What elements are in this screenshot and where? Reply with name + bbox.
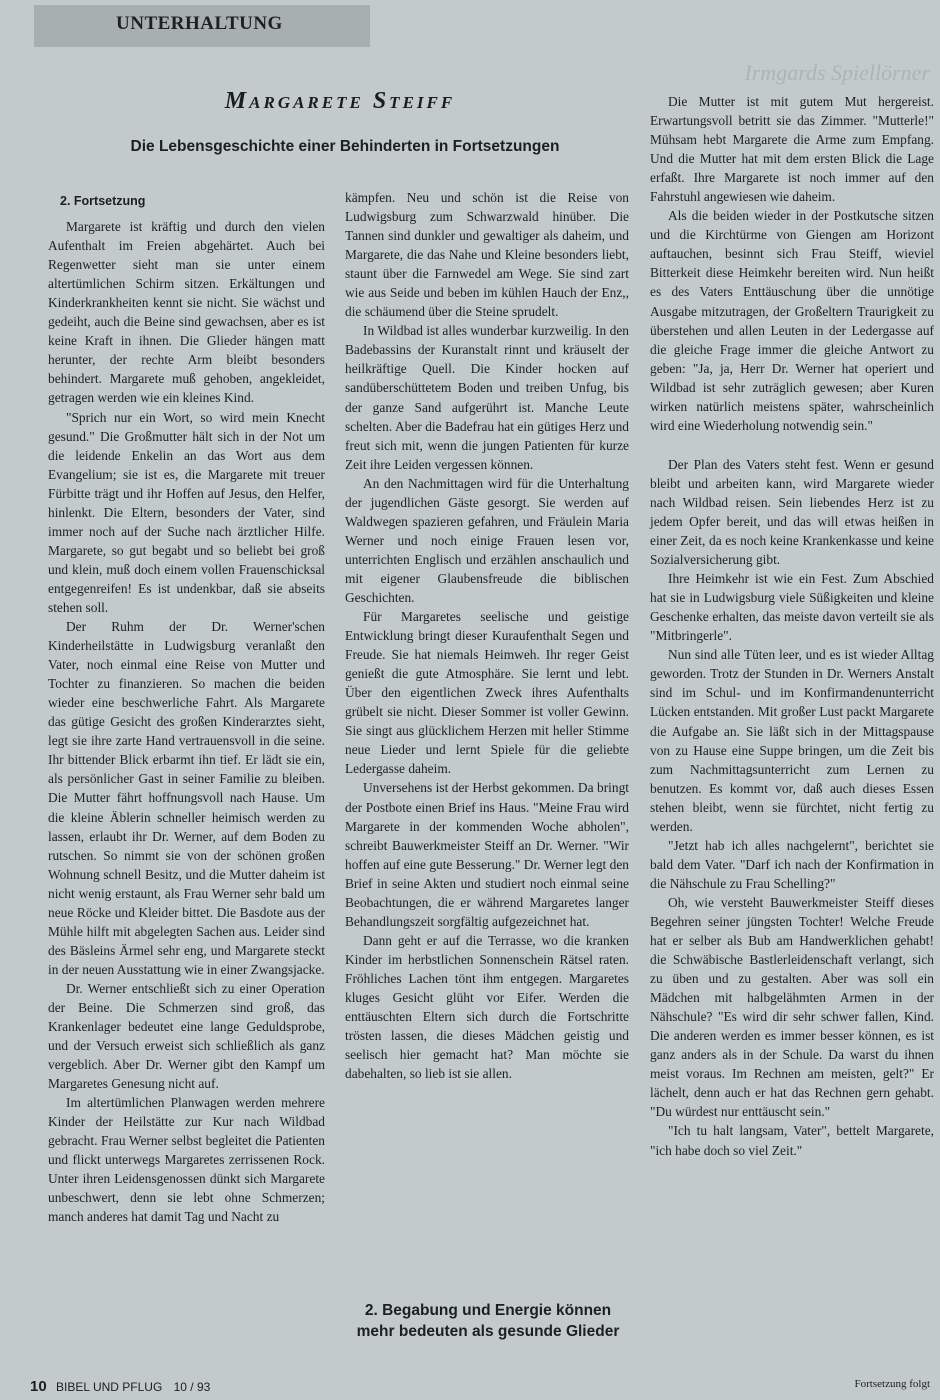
text-column-2	[345, 188, 629, 1083]
paragraph: Als die beiden wieder in der Postkutsche sitzen und die Kirchtürme von Giengen am Horizont auftauchen, besinnt sich Frau Steiff, wieviel Bitterkeit diese Heimkehr bereiten wird. Nun heißt es des Vaters Enttäuschung über die unnötige Ausgabe mitzutragen, der Großeltern Traurigkeit zu überstehen und allen Leuten in der Ledergasse auf die gleiche Frage immer die gleiche Antwort zu geben: "Ja, ja, Herr Dr. Werner hat operiert und Wildbad ist sehr zuträglich gewesen; aber Kuren wirken natürlich meistens später, wahrscheinlich wird eine Wiederholung notwendig sein."	[650, 208, 934, 433]
paragraph: Nun sind alle Tüten leer, und es ist wieder Alltag geworden. Trotz der Stunden in Dr. Werners Anstalt sind im Schul- und im Konfirmandenunterricht Lücken entstanden. Mit großer Lust packt Margarete die Aufgabe an. Sie läßt sich in der Mittagspause von zu Hause eine Suppe bringen, um die Zeit bis zum Nachmittagsunterricht zum Lernen zu benutzen. Es kommt vor, daß auch dieses Essen stehen bleibt, wenn sie fürchtet, nicht fertig zu werden.	[650, 647, 934, 834]
page-footer	[30, 1378, 390, 1395]
paragraph: Unversehens ist der Herbst gekommen. Da bringt der Postbote einen Brief ins Haus. "Meine Frau wird Margarete in der kommenden Woche abholen", schreibt Bauwerkmeister Steiff an Dr. Werner. "Wir hoffen auf eine gute Besserung." Dr. Werner legt den Brief in seine Akten und studiert noch einmal seine Beobachtungen, die er während Margaretes langer Behandlungszeit sorgfältig aufgezeichnet hat.	[345, 780, 629, 929]
paragraph: Oh, wie versteht Bauwerkmeister Steiff dieses Begehren seiner jüngsten Tochter! Welche Freude hat er selber als Bub am Handwerklichen gehabt! die Schwäbische Bastlerleidenschaft verlangt, sich zu üben und zu gestalten. Aber was soll ein Mädchen mit halbgelähmten Armen in der Nähschule? "Es wird dir sehr schwer fallen, Kind. Die anderen werden es immer besser können, es ist ganz anders als in der Schule. Da warst du ihnen meist voraus. Im Rechnen am meisten, gelt?" Er lächelt, denn auch er hat das Rechnen gern gehabt. "Du würdest nur enttäuscht sein."	[650, 894, 934, 1120]
continued-note: Fortsetzung folgt	[854, 1378, 930, 1390]
issue-number: 10 / 93	[173, 1380, 211, 1394]
part-label: 2. Fortsetzung	[60, 194, 146, 208]
text-column-3	[650, 92, 934, 1160]
section-tag	[34, 5, 370, 47]
paragraph: Der Ruhm der Dr. Werner'schen Kinderheilstätte in Ludwigsburg veranlaßt den Vater, noch einmal eine Reise von Mutter und Tochter zu finanzieren. So machen die beiden wieder eine beschwerliche Fahrt. Als Margarete das gütige Gesicht des großen Kinderarztes sieht, legt sie ihre zarte Hand vertrauensvoll in die seine. Ihr bittender Blick erbarmt ihn tief. Er lädt sie ein, als persönlicher Gast in seiner Familie zu bleiben. Die Mutter fährt hoffnungsvoll nach Hause. Um die kleine Äblerin schneller heimisch werden zu lassen, erlaubt ihr Dr. Werner, auf dem Boden zu rutschen. So nimmt sie von der schönen großen Wohnung schnell Besitz, und die Mutter daheim ist nicht wenig erstaunt, als Frau Werner sehr bald um neue Röcke und Kleider bittet. Die Basdote aus der Mühle hilft mit abgelegten Sachen aus. Leider sind des Bäsleins Ärmel sehr eng, und Margarete steckt in der neuen Ausstattung wie in einer Zwangsjacke.	[48, 619, 325, 977]
paragraph: Die Mutter ist mit gutem Mut hergereist. Erwartungsvoll betritt sie das Zimmer. "Mutterle!" Mühsam hebt Margarete die Arme zum Empfang. Und die Mutter hat mit dem ersten Blick die Lage erfaßt. Ihre Margarete ist noch immer auf den Fahrstuhl angewiesen wie daheim.	[650, 94, 934, 205]
paragraph: Margarete ist kräftig und durch den vielen Aufenthalt im Freien abgehärtet. Auch bei Regenwetter sieht man sie unter einem altertümlichen Schirm sitzen. Erkältungen und Kinderkrankheiten kennt sie nicht. Sie wächst und gedeiht, auch die Beine sind gewachsen, aber es ist keine Kraft in ihnen. Die Glieder hängen matt herunter, der rechte Arm bleibt besonders behindert. Margarete muß gehoben, angekleidet, getragen werden wie ein kleines Kind.	[48, 219, 325, 406]
paragraph: An den Nachmittagen wird für die Unterhaltung der jugendlichen Gäste gesorgt. Sie werden auf Waldwegen spazieren gefahren, und Fräulein Maria Werner und noch einige Frauen lesen vor, unterrichten Englisch und erzählen anschaulich und mit eigener Glaubensfreude die biblischen Geschichten.	[345, 475, 629, 605]
paragraph: Dr. Werner entschließt sich zu einer Operation der Beine. Die Schmerzen sind groß, das Krankenlager bedeutet eine lange Geduldsprobe, und der Versuch erweist sich schließlich als ganz vergeblich. Aber Dr. Werner gibt den Kampf um Margaretes Genesung nicht auf.	[48, 980, 325, 1092]
paragraph: Für Margaretes seelische und geistige Entwicklung bringt dieser Kuraufenthalt Segen und Freude. Sie hat niemals Heimweh. Ihr reger Geist genießt die gute Atmosphäre. Sie lernt und lebt. Über den eigentlichen Zweck ihres Aufenthalts grübelt sie nicht. Dieser Sommer ist voller Gewinn. Sie singt aus glücklichem Herzen mit heller Stimme neue Lieder und lernt Spiele für die geliebte Ledergasse daheim.	[345, 609, 629, 777]
article-title: Margarete Steiff	[224, 88, 456, 114]
paragraph: "Sprich nur ein Wort, so wird mein Knecht gesund." Die Großmutter hält sich in der Not um die leidende Enkelin an das Wort aus dem Evangelium; sie ist es, die Margarete mit treuer Fürbitte trägt und ihr Hoffen auf Jesus, den Helfer, hinlenkt. Die Eltern, besonders der Vater, sind immer noch auf der Suche nach ärztlicher Hilfe. Margarete, so gut begabt und so beliebt bei groß und klein, muß doch einem vollen Frauenschicksal entgegenreifen! Es ist undenkbar, daß sie abseits stehen soll.	[48, 409, 325, 615]
section-label: UNTERHALTUNG	[116, 13, 283, 34]
show-through-text: Irmgards Spiellörner	[744, 60, 930, 85]
paragraph: In Wildbad ist alles wunderbar kurzweilig. In den Badebassins der Kuranstalt rinnt und kräuselt der heilkräftige Quell. Die Kinder hocken auf sandüberschüttetem Boden und treiben Unfug, bis der ganze Sand aufgerührt ist. Manche Leute schelten. Aber die Badefrau hat ein gütiges Herz und freut sich mit, wenn die jungen Patienten für kurze Zeit ihre Leiden vergessen können.	[345, 323, 629, 472]
page-number: 10	[30, 1378, 47, 1395]
magazine-name: BIBEL UND PFLUG	[56, 1380, 163, 1394]
paragraph: Im altertümlichen Planwagen werden mehrere Kinder der Heilstätte zur Kur nach Wildbad gebracht. Frau Werner selbst begleitet die Patienten und flickt unterwegs Margaretes zerrissenen Rock. Unter ihren Leidensgenossen dünkt sich Margarete unbeschwert, denn sie lebt ohne Schmerzen; manch anderes hat damit Tag und Nacht zu	[48, 1095, 325, 1225]
article-subtitle: Die Lebensgeschichte einer Behinderten in Fortsetzungen	[130, 138, 560, 155]
paragraph: Dann geht er auf die Terrasse, wo die kranken Kinder im herbstlichen Sonnenschein Rätsel raten. Fröhliches Lachen tönt ihm entgegen. Margaretes kluges Gesicht glüht vor Eifer. Werden die enttäuschten Eltern sich durch die Fortschritte trösten lassen, die dieses Mädchen geistig und seelisch hier gemacht hat? Man möchte sie dabehalten, so lieb ist sie allen.	[345, 932, 629, 1082]
chapter-heading: 2. Begabung und Energie können mehr bedeuten als gesunde Glieder	[356, 1302, 620, 1340]
paragraph: kämpfen. Neu und schön ist die Reise von Ludwigsburg zum Schwarzwald hinüber. Die Tannen sind dunkler und gewaltiger als daheim, und Margarete, die das Nahe und Kleine besonders liebt, staunt über die Farnwedel am Wege. Sie sind zart wie aus Seide und beben im kühlen Hauch der Enz,, die schäumend über die Steine sprudelt.	[345, 190, 629, 320]
paragraph: "Jetzt hab ich alles nachgelernt", berichtet sie bald dem Vater. "Darf ich nach der Konfirmation in die Nähschule zu Frau Schelling?"	[650, 837, 934, 891]
paragraph: Ihre Heimkehr ist wie ein Fest. Zum Abschied hat sie in Ludwigsburg viele Süßigkeiten und kleine Geschenke erhalten, das meiste davon verteilt sie als "Mitbringerle".	[650, 571, 934, 644]
paragraph: "Ich tu halt langsam, Vater", bettelt Margarete, "ich habe doch so viel Zeit."	[650, 1123, 934, 1158]
text-column-1	[48, 192, 325, 1227]
paragraph: Der Plan des Vaters steht fest. Wenn er gesund bleibt und arbeiten kann, wird Margarete wieder nach Wildbad reisen. Sein liebendes Herz ist zu jedem Opfer bereit, und das will etwas heißen in einer Zeit, da es noch keine Krankenkasse und keine Sozialversicherung gibt.	[650, 456, 934, 568]
